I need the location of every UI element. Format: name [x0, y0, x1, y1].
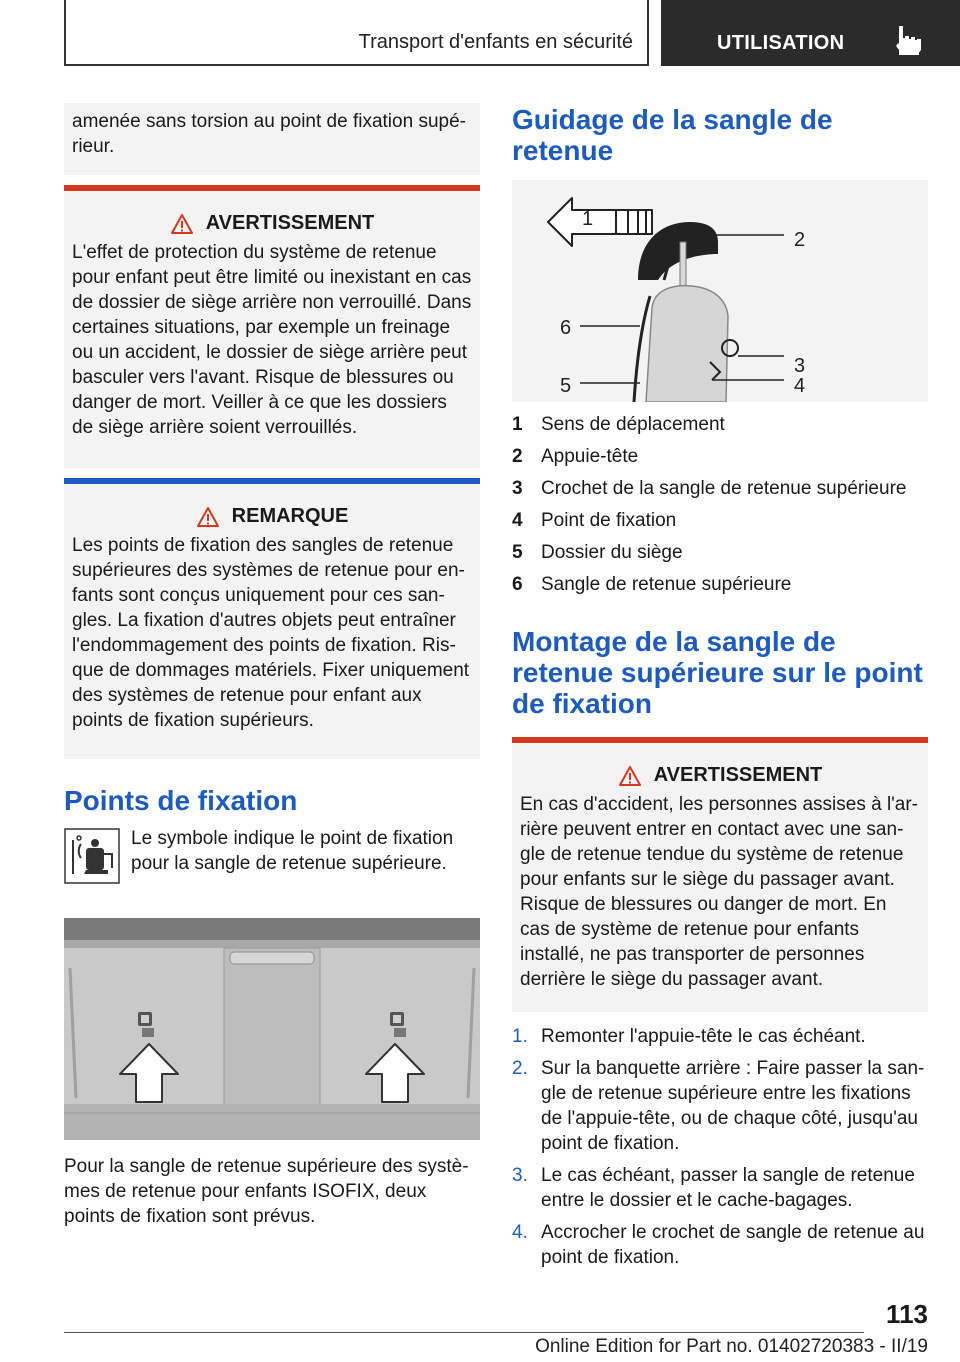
tether-routing-diagram [512, 180, 928, 402]
legend-item [512, 542, 928, 574]
legend-text: Crochet de la sangle de retenue supérieure [541, 478, 907, 499]
notice-box-1 [64, 478, 480, 759]
page-number: 113 [886, 1299, 928, 1329]
warning-body-1: L'effet de protection du système de retenue pour enfant peut être limité ou inexistant en cas de dossier de siège arrière non verrouillé. Dans certaines situations, par exemple un freinage ou un accident, le dossier de siège arrière peut basculer vers l'avant. Risque de blessures ou danger de mort. Veiller à ce que les dossiers de siège arrière soient verrouillés. [72, 242, 472, 438]
legend-number: 2 [512, 446, 523, 467]
diagram-label-2: 2 [794, 229, 806, 251]
symbol-text: Le symbole indique le point de fixation pour la sangle de retenue supérieure. [131, 828, 454, 874]
points-heading: Points de fixation [64, 785, 298, 816]
diagram-legend [512, 414, 928, 606]
edition-text: Online Edition for Part no. 01402720383 - II/19 [535, 1336, 928, 1357]
isofix-anchor-symbol-icon [64, 828, 120, 884]
warning-triangle-icon [170, 213, 194, 235]
step-text: Le cas échéant, passer la sangle de retenue entre le dossier et le cache-bagages. [541, 1165, 915, 1211]
mount-heading: Montage de la sangle de retenue supérieure sur le point de fixation [512, 626, 923, 719]
legend-text: Sangle de retenue supérieure [541, 574, 792, 595]
footer-divider [64, 1332, 864, 1333]
legend-item [512, 574, 928, 606]
warning-header-2 [520, 763, 920, 788]
intro-box [64, 103, 480, 175]
diagram-label-1: 1 [582, 208, 594, 230]
outro-text: Pour la sangle de retenue supérieure des systè-mes de retenue pour enfants ISOFIX, deux points de fixation sont prévus. [64, 1156, 469, 1227]
section-title: Transport d'enfants en sécurité [358, 31, 633, 53]
legend-item [512, 510, 928, 542]
step-number: 4. [512, 1222, 528, 1243]
warning-body-2: En cas d'accident, les personnes assises à l'ar-rière peuvent entrer en contact avec une san-gle de retenue tendue du système de retenue pour enfants sur le siège du passager avant. Risque de blessures ou danger de mort. En cas de système de retenue pour enfants installé, ne pas transporter de personnes derrière le siège du passager avant. [520, 794, 919, 990]
step-item [512, 1220, 928, 1270]
right-column [512, 104, 928, 1277]
legend-number: 4 [512, 510, 523, 531]
warning-title-2: AVERTISSEMENT [653, 764, 823, 786]
diagram-label-6: 6 [560, 317, 572, 339]
warning-header-1 [72, 211, 472, 236]
diagram-label-4: 4 [794, 375, 806, 397]
step-text: Remonter l'appuie-tête le cas échéant. [541, 1026, 866, 1047]
legend-text: Point de fixation [541, 510, 677, 531]
warning-box-1 [64, 185, 480, 468]
legend-text: Appuie-tête [541, 446, 639, 467]
legend-item [512, 446, 928, 478]
step-number: 3. [512, 1165, 528, 1186]
trunk-anchor-photo [64, 918, 480, 1140]
chapter-title: UTILISATION [717, 32, 845, 54]
pointing-hand-icon [893, 24, 925, 56]
legend-text: Sens de déplacement [541, 414, 725, 435]
notice-title-1: REMARQUE [231, 505, 349, 527]
diagram-label-3: 3 [794, 355, 806, 377]
warning-box-2 [512, 737, 928, 1012]
step-number: 2. [512, 1058, 528, 1079]
diagram-label-5: 5 [560, 375, 572, 397]
step-item [512, 1024, 928, 1049]
symbol-row [64, 826, 480, 884]
step-item [512, 1163, 928, 1213]
notice-body-1: Les points de fixation des sangles de retenue supérieures des systèmes de retenue pour en-fants sont conçus uniquement pour ces san-gles. La fixation d'autres objets peut entraîner l'endommagement des points de fixation. Ris-que de dommages matériels. Fixer uniquement des systèmes de retenue pour enfant aux points de fixation supérieurs. [72, 535, 470, 731]
warning-triangle-icon [618, 765, 642, 787]
warning-triangle-icon [196, 506, 220, 528]
step-item [512, 1056, 928, 1156]
legend-number: 3 [512, 478, 523, 499]
step-text: Accrocher le crochet de sangle de retenue au point de fixation. [541, 1222, 925, 1268]
guide-heading: Guidage de la sangle de retenue [512, 104, 833, 166]
notice-header-1 [72, 504, 472, 529]
legend-number: 6 [512, 574, 523, 595]
step-number: 1. [512, 1026, 528, 1047]
mounting-steps [512, 1024, 928, 1270]
header-section-tab [64, 0, 649, 66]
left-column [64, 103, 480, 1229]
legend-number: 1 [512, 414, 523, 435]
warning-title-1: AVERTISSEMENT [205, 212, 375, 234]
header-chapter-tab [661, 0, 960, 66]
legend-item [512, 478, 928, 510]
step-text: Sur la banquette arrière : Faire passer la san-gle de retenue supérieure entre les fixations de l'appuie-tête, ou de chaque côté, jusqu'au point de fixation. [541, 1058, 925, 1154]
intro-text: amenée sans torsion au point de fixation supé-rieur. [72, 111, 466, 157]
legend-text: Dossier du siège [541, 542, 683, 563]
legend-number: 5 [512, 542, 523, 563]
legend-item [512, 414, 928, 446]
